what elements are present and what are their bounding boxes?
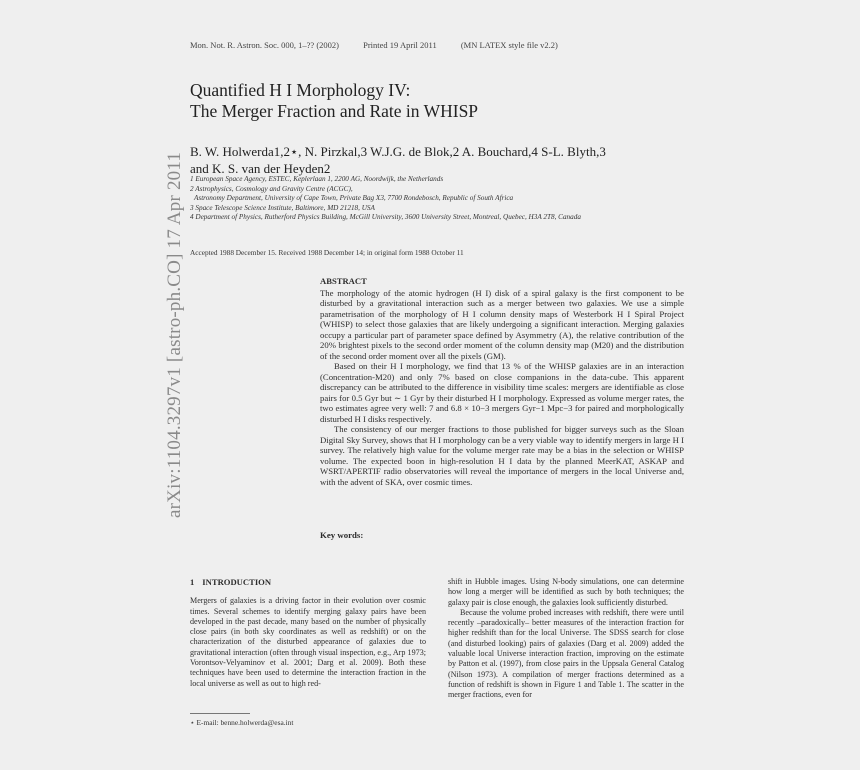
running-header [190,40,580,50]
abstract-paragraph-1: The morphology of the atomic hydrogen (H I) disk of a spiral galaxy is the first component to be disturbed by a gravitational interaction such as a merger between two galaxies. We use a simple parametrisation of the morphology of H I column density maps of Westerbork H I Spiral Project (WHISP) to select those galaxies that are likely undergoing a significant interaction. Merging galaxies occupy a particular part of parameter space defined by Asymmetry (A), the relative contribution of the 20% brightest pixels to the second order moment of the column density map (M20) and the distribution of the second order moment over all the pixels (GM). [320,287,684,361]
affiliation-3: 3 Space Telescope Science Institute, Baltimore, MD 21218, USA [190,203,375,212]
acceptance-dates: Accepted 1988 December 15. Received 1988 December 14; in original form 1988 October 11 [190,248,464,257]
section-number: 1 [190,577,195,587]
author-list [190,143,710,177]
left-column [190,577,426,689]
affiliations [190,175,710,223]
affiliation-1: 1 European Space Agency, ESTEC, Keplerlaan 1, 2200 AG, Noordwijk, the Netherlands [190,175,444,183]
intro-paragraph-1-cont: shift in Hubble images. Using N-body simulations, one can determine how long a merger will be identified as such by both techniques; the galaxy pair is close enough, the galaxies look sufficiently disturbed. [448,577,684,607]
affiliation-2: 2 Astrophysics, Cosmology and Gravity Centre (ACGC), [190,184,353,193]
footnote-rule [190,713,250,714]
introduction-heading [190,577,426,587]
affiliation-4: 4 Department of Physics, Rutherford Physics Building, McGill University, 3600 University Street, Montreal, Quebec, H3A 2T8, Canada [190,213,581,222]
intro-paragraph-1: Mergers of galaxies is a driving factor in their evolution over cosmic times. Several schemes to identify merging galaxy pairs have been developed in the past decade, many based on the number of physically close pairs (in both sky coordinates as well as redshift) or on the characterization of the disturbed appearance of galaxies due to gravitational interaction (often through visual inspection, e.g., Arp 1973; Vorontsov-Velyaminov et al. 2001; Darg et al. 2009). Both these techniques have been used to determine the interaction fraction in the local universe as well as out to high red- [190,596,426,688]
paper-title [190,80,478,122]
abstract-paragraph-2: Based on their H I morphology, we find that 13 % of the WHISP galaxies are in an interaction (Concentration-M20) and only 7% based on close companions in the data-cube. This apparent discrepancy can be attributed to the difference in visibility time scales: mergers are identifiable as close pairs for 0.5 Gyr but ∼ 1 Gyr by their disturbed H I morphology. Expressed as volume merger rates, the two estimates agree very well: 7 and 6.8 × 10−3 mergers Gyr−1 Mpc−3 for paired and morphologically disturbed H I disks respectively. [320,361,684,424]
right-column [448,577,684,701]
abstract-paragraph-3: The consistency of our merger fractions to those published for bigger surveys such as the Sloan Digital Sky Survey, shows that H I morphology can be a very viable way to identify mergers in large H I survey. The relatively high value for the volume merger rate may be a bias in the selection or WHISP volume. The expected boon in high-resolution H I data by the planned MeerKAT, ASKAP and WSRT/APERTIF radio observatories will reveal the importance of mergers in the local Universe and, with the advent of SKA, over cosmic times. [320,424,684,487]
email-footnote: ⋆ E-mail: benne.holwerda@esa.int [190,718,294,727]
abstract-heading: ABSTRACT [320,276,367,286]
intro-paragraph-2: Because the volume probed increases with redshift, there were until recently –paradoxically– better measures of the interaction fraction for higher redshift than for the local Universe. The SDSS search for close (and disturbed looking) pairs of galaxies (Darg et al. 2009) added the valuable local Universe interaction fraction, improving on the estimate by Patton et al. (1997), from close pairs in the Uppsala General Catalog (Nilson 1973). A compilation of merger fractions determined as a function of redshift is shown in Figure 1 and Table 1. The scatter in the merger fractions, even for [448,607,684,700]
section-title: INTRODUCTION [202,577,272,587]
authors-line-2: and K. S. van der Heyden2 [190,161,331,176]
affiliation-2-cont: Astronomy Department, University of Cape Town, Private Bag X3, 7700 Rondebosch, Republic of South Africa [194,194,514,203]
arxiv-identifier-stamp: arXiv:1104.3297v1 [astro-ph.CO] 17 Apr 2011 [164,151,185,518]
title-line-2: The Merger Fraction and Rate in WHISP [190,101,479,121]
abstract-section [320,276,684,487]
journal-citation: Mon. Not. R. Astron. Soc. 000, 1–?? (2002) [190,40,339,50]
style-file-note: (MN LATEX style file v2.2) [460,40,558,50]
authors-line-1: B. W. Holwerda1,2⋆, N. Pirzkal,3 W.J.G. de Blok,2 A. Bouchard,4 S-L. Blyth,3 [190,144,606,159]
keywords-label: Key words: [320,530,364,540]
title-line-1: Quantified H I Morphology IV: [190,80,411,100]
print-date: Printed 19 April 2011 [363,40,437,50]
